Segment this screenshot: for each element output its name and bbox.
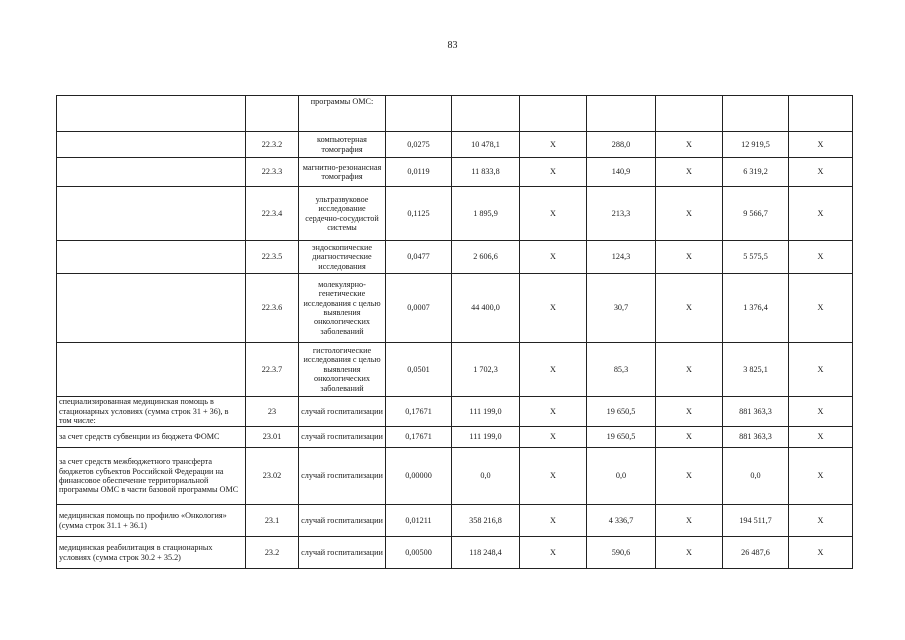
cell-value: 358 216,8 xyxy=(452,505,520,537)
row-code: 23.01 xyxy=(246,427,299,448)
cell-value: 30,7 xyxy=(587,274,656,343)
cell-value: Х xyxy=(656,241,723,274)
cell-value: Х xyxy=(789,448,853,505)
cell-value: 1 376,4 xyxy=(723,274,789,343)
cell-value: 288,0 xyxy=(587,132,656,158)
cell-value: 11 833,8 xyxy=(452,158,520,187)
cell-value: 0,0 xyxy=(587,448,656,505)
cell-value: Х xyxy=(656,397,723,427)
cell-value: Х xyxy=(520,448,587,505)
cell-value: 85,3 xyxy=(587,343,656,397)
row-code: 22.3.5 xyxy=(246,241,299,274)
row-unit: случай госпитализации xyxy=(299,505,386,537)
cell-value: Х xyxy=(656,274,723,343)
cell-value: Х xyxy=(520,537,587,569)
table-row xyxy=(57,96,853,132)
table-row xyxy=(57,427,853,448)
cell-value: Х xyxy=(520,505,587,537)
table-row xyxy=(57,132,853,158)
cell-value: Х xyxy=(520,132,587,158)
cell-value: 1 895,9 xyxy=(452,187,520,241)
table-row xyxy=(57,537,853,569)
row-code: 22.3.7 xyxy=(246,343,299,397)
cell-value: 19 650,5 xyxy=(587,427,656,448)
cell-value: 0,0275 xyxy=(386,132,452,158)
row-description xyxy=(57,241,246,274)
row-unit: случай госпитализации xyxy=(299,537,386,569)
cell-value: 2 606,6 xyxy=(452,241,520,274)
cell-value: Х xyxy=(656,448,723,505)
row-code: 23.2 xyxy=(246,537,299,569)
row-unit: магнитно-резонансная томография xyxy=(299,158,386,187)
cell-value: Х xyxy=(520,397,587,427)
cell-value: Х xyxy=(656,537,723,569)
cell-value: Х xyxy=(520,343,587,397)
cell-value: 881 363,3 xyxy=(723,427,789,448)
cell-value: 0,0 xyxy=(452,448,520,505)
row-unit: гистологические исследования с целью выявления онкологических заболеваний xyxy=(299,343,386,397)
cell-value: Х xyxy=(789,505,853,537)
row-description xyxy=(57,343,246,397)
cell-value: 0,0501 xyxy=(386,343,452,397)
row-code: 22.3.2 xyxy=(246,132,299,158)
cell-value: 9 566,7 xyxy=(723,187,789,241)
cell-value: Х xyxy=(789,241,853,274)
cell-value: Х xyxy=(520,158,587,187)
row-unit: случай госпитализации xyxy=(299,427,386,448)
row-description xyxy=(57,96,246,132)
row-description: за счет средств межбюджетного трансферта бюджетов субъектов Российской Федерации на финансовое обеспечение территориальной программы ОМС в части базовой программы ОМС xyxy=(57,448,246,505)
row-unit: программы ОМС: xyxy=(299,96,386,132)
cell-value: Х xyxy=(656,427,723,448)
cell-value: 26 487,6 xyxy=(723,537,789,569)
row-code: 23.02 xyxy=(246,448,299,505)
cell-value: Х xyxy=(789,343,853,397)
row-description: за счет средств субвенции из бюджета ФОМС xyxy=(57,427,246,448)
row-description xyxy=(57,132,246,158)
cell-value: 0,0477 xyxy=(386,241,452,274)
cell-value: 44 400,0 xyxy=(452,274,520,343)
cell-value: Х xyxy=(656,343,723,397)
row-unit: молекулярно-генетические исследования с целью выявления онкологических заболеваний xyxy=(299,274,386,343)
cell-value: Х xyxy=(656,158,723,187)
row-unit: эндоскопические диагностические исследования xyxy=(299,241,386,274)
row-description xyxy=(57,274,246,343)
cell-value: 0,00500 xyxy=(386,537,452,569)
table-row xyxy=(57,158,853,187)
cell-value: Х xyxy=(789,158,853,187)
cell-value: 0,17671 xyxy=(386,427,452,448)
page-number: 83 xyxy=(447,40,458,51)
cell-value: Х xyxy=(656,132,723,158)
table-row xyxy=(57,448,853,505)
row-description: специализированная медицинская помощь в стационарных условиях (сумма строк 31 + 36), в том числе: xyxy=(57,397,246,427)
table-row xyxy=(57,343,853,397)
row-description: медицинская помощь по профилю «Онкология» (сумма строк 31.1 + 36.1) xyxy=(57,505,246,537)
cell-value: 118 248,4 xyxy=(452,537,520,569)
cell-value: 881 363,3 xyxy=(723,397,789,427)
cell-value: 590,6 xyxy=(587,537,656,569)
cell-value: 0,1125 xyxy=(386,187,452,241)
cell-value: Х xyxy=(789,274,853,343)
cell-value: Х xyxy=(789,537,853,569)
cell-value: Х xyxy=(520,187,587,241)
table-row xyxy=(57,505,853,537)
cell-value: 0,00000 xyxy=(386,448,452,505)
cell-value: 194 511,7 xyxy=(723,505,789,537)
row-code: 23 xyxy=(246,397,299,427)
cell-value: Х xyxy=(789,427,853,448)
cell-value: Х xyxy=(789,187,853,241)
financing-table xyxy=(56,95,853,569)
row-code: 23.1 xyxy=(246,505,299,537)
cell-value: Х xyxy=(520,427,587,448)
table-row xyxy=(57,397,853,427)
cell-value: 124,3 xyxy=(587,241,656,274)
cell-value: 12 919,5 xyxy=(723,132,789,158)
row-code xyxy=(246,96,299,132)
table-row xyxy=(57,187,853,241)
cell-value: 4 336,7 xyxy=(587,505,656,537)
row-unit: случай госпитализации xyxy=(299,397,386,427)
row-code: 22.3.4 xyxy=(246,187,299,241)
cell-value: Х xyxy=(789,132,853,158)
cell-value: 6 319,2 xyxy=(723,158,789,187)
cell-value: 1 702,3 xyxy=(452,343,520,397)
cell-value: 0,17671 xyxy=(386,397,452,427)
row-description xyxy=(57,158,246,187)
cell-value: Х xyxy=(520,274,587,343)
cell-value: 0,0007 xyxy=(386,274,452,343)
cell-value: 213,3 xyxy=(587,187,656,241)
cell-value: 111 199,0 xyxy=(452,427,520,448)
cell-value: 111 199,0 xyxy=(452,397,520,427)
cell-value: 19 650,5 xyxy=(587,397,656,427)
cell-value: 140,9 xyxy=(587,158,656,187)
row-code: 22.3.3 xyxy=(246,158,299,187)
cell-value: 3 825,1 xyxy=(723,343,789,397)
table-row xyxy=(57,241,853,274)
table-row xyxy=(57,274,853,343)
row-unit: компьютерная томография xyxy=(299,132,386,158)
cell-value: Х xyxy=(656,505,723,537)
cell-value: 10 478,1 xyxy=(452,132,520,158)
row-code: 22.3.6 xyxy=(246,274,299,343)
row-description xyxy=(57,187,246,241)
row-unit: случай госпитализации xyxy=(299,448,386,505)
cell-value: 0,01211 xyxy=(386,505,452,537)
cell-value: 5 575,5 xyxy=(723,241,789,274)
cell-value: Х xyxy=(656,187,723,241)
row-unit: ультразвуковое исследование сердечно-сосудистой системы xyxy=(299,187,386,241)
cell-value: 0,0 xyxy=(723,448,789,505)
cell-value: Х xyxy=(789,397,853,427)
cell-value: Х xyxy=(520,241,587,274)
cell-value: 0,0119 xyxy=(386,158,452,187)
row-description: медицинская реабилитация в стационарных условиях (сумма строк 30.2 + 35.2) xyxy=(57,537,246,569)
